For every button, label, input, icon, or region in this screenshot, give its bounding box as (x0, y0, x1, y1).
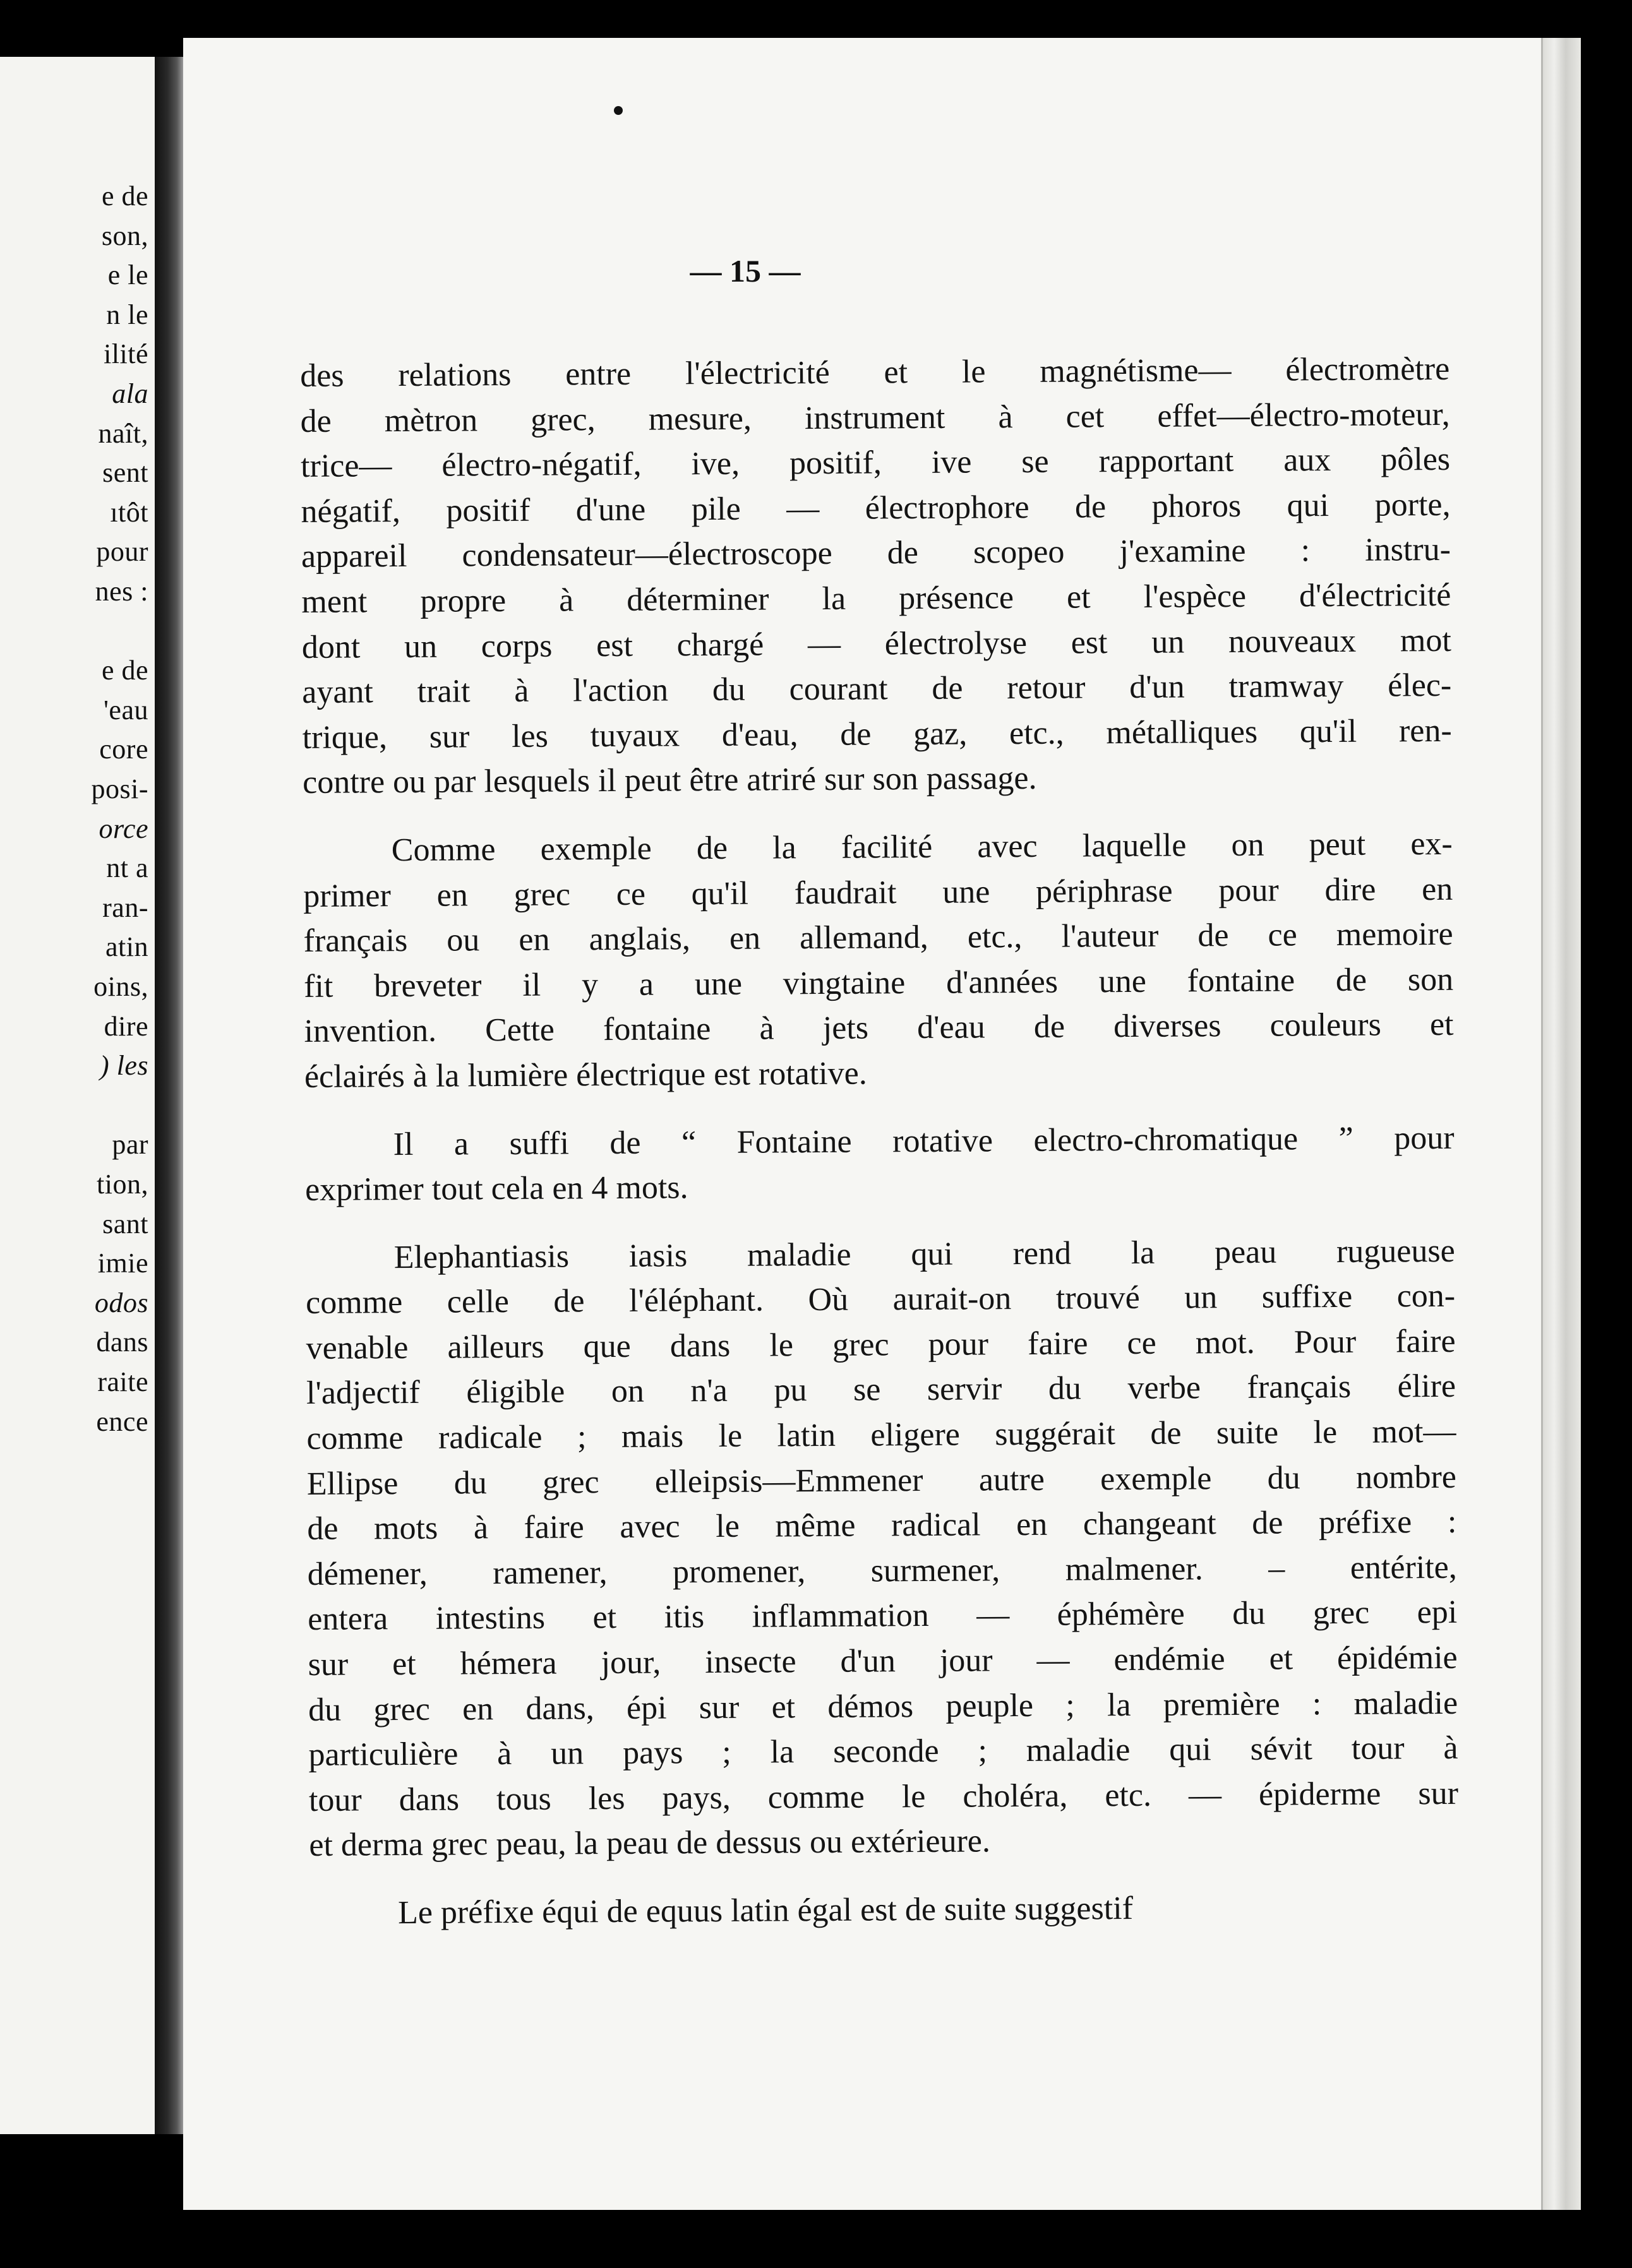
facing-page-line: ala (112, 378, 148, 409)
text-line: Il a suffi de “ Fontaine rotative electro-chromatique ” pour (393, 1119, 1455, 1162)
text-line: invention. Cette fontaine à jets d'eau de diverses couleurs et (304, 1006, 1454, 1050)
facing-page-line: sent (102, 457, 148, 489)
facing-page-line: oins, (93, 971, 148, 1002)
text-line: appareil condensateur—électroscope de scopeo j'examine : instru- (301, 532, 1451, 575)
body-text (300, 347, 1459, 1937)
facing-page-line: ran- (102, 892, 148, 923)
book-page (183, 38, 1541, 2210)
text-line: entera intestins et itis inflammation — éphémère du grec epi (308, 1594, 1458, 1638)
text-line: sur et hémera jour, insecte d'un jour — endémie et épidémie (308, 1639, 1458, 1683)
facing-page-line: tion, (97, 1169, 148, 1200)
facing-page-line: imie (97, 1248, 148, 1279)
facing-page-line: e de (101, 655, 148, 686)
text-line: dont un corps est chargé — électrolyse est un nouveaux mot (301, 622, 1451, 665)
facing-page-line: son, (101, 220, 148, 251)
facing-page-line: posi- (91, 773, 148, 804)
text-line: de mots à faire avec le même radical en changeant de préfixe : (307, 1504, 1457, 1548)
text-line: ayant trait à l'action du courant de retour d'un tramway élec- (302, 667, 1452, 711)
text-line: négatif, positif d'une pile — électrophore de phoros qui porte, (301, 486, 1451, 530)
book-gutter (155, 57, 186, 2134)
text-line: des relations entre l'électricité et le magnétisme— électromètre (300, 350, 1450, 394)
text-line: primer en grec ce qu'il faudrait une périphrase pour dire en (303, 871, 1453, 914)
text-line: fit breveter il y a une vingtaine d'années une fontaine de son (303, 961, 1454, 1005)
text-line: trice— électro-négatif, ive, positif, ive se rapportant aux pôles (300, 441, 1451, 485)
facing-page-line: odos (94, 1287, 148, 1318)
ink-dot (614, 106, 623, 115)
text-line: tour dans tous les pays, comme le choléra, etc. — épiderme sur (308, 1775, 1459, 1818)
text-line: l'adjectif éligible on n'a pu se servir du verbe français élire (306, 1368, 1456, 1412)
text-line: ment propre à déterminer la présence et l'espèce d'électricité (301, 576, 1451, 620)
facing-page-line: dire (104, 1010, 148, 1042)
text-line: Comme exemple de la facilité avec laquelle on peut ex- (391, 825, 1453, 869)
facing-page-fragment (0, 57, 155, 2134)
paragraph (300, 347, 1452, 806)
facing-page-line: ) les (99, 1050, 148, 1082)
facing-page-line: ence (96, 1406, 148, 1437)
paragraph (306, 1229, 1459, 1868)
text-line: Ellipse du grec elleipsis—Emmener autre exemple du nombre (306, 1459, 1457, 1502)
facing-page-line: par (112, 1129, 148, 1161)
facing-page-line: ilité (104, 338, 148, 370)
text-line: français ou en anglais, en allemand, etc., l'auteur de ce memoire (303, 916, 1453, 960)
text-line: Elephantiasis iasis maladie qui rend la peau rugueuse (393, 1232, 1455, 1275)
text-line: éclairés à la lumière électrique est rotative. (304, 1055, 867, 1095)
page-edges (1541, 38, 1581, 2210)
facing-page-line: 'eau (104, 694, 148, 725)
text-line: particulière à un pays ; la seconde ; maladie qui sévit tour à (308, 1730, 1458, 1774)
page-number: — 15 — (690, 253, 801, 289)
text-line: trique, sur les tuyaux d'eau, de gaz, etc., métalliques qu'il ren- (302, 712, 1452, 756)
text-line: Le préfixe équi de equus latin égal est de suite suggestif (397, 1890, 1134, 1931)
facing-page-line: e le (107, 260, 148, 291)
text-line: comme celle de l'éléphant. Où aurait-on trouvé un suffixe con- (306, 1278, 1456, 1322)
facing-page-line: pour (96, 536, 148, 568)
text-line: contre ou par lesquels il peut être atriré sur son passage. (302, 760, 1037, 801)
facing-page-line: nes : (95, 576, 148, 607)
paragraph (304, 1115, 1455, 1212)
paragraph (303, 821, 1455, 1100)
text-line: de mètron grec, mesure, instrument à cet effet—électro-moteur, (300, 396, 1450, 439)
facing-page-line: ıtôt (110, 496, 148, 528)
facing-page-line: n le (106, 299, 148, 330)
facing-page-line: sant (102, 1208, 148, 1239)
facing-page-line: e de (101, 181, 148, 212)
facing-page-line: core (99, 734, 148, 765)
facing-page-line: atin (105, 931, 148, 963)
text-line: exprimer tout cela en 4 mots. (304, 1169, 688, 1209)
text-line: du grec en dans, épi sur et démos peuple ; la première : maladie (308, 1685, 1458, 1728)
text-line: et derma grec peau, la peau de dessus ou extérieure. (309, 1823, 991, 1864)
facing-page-line: naît, (98, 417, 148, 449)
facing-page-line: dans (96, 1327, 148, 1358)
text-line: venable ailleurs que dans le grec pour faire ce mot. Pour faire (306, 1323, 1456, 1366)
facing-page-line: orce (99, 813, 148, 844)
facing-page-line: nt a (106, 852, 148, 884)
paragraph (309, 1884, 1459, 1937)
text-line: comme radicale ; mais le latin eligere suggérait de suite le mot— (306, 1413, 1456, 1457)
facing-page-line: raite (97, 1366, 148, 1397)
text-line: démener, ramener, promener, surmener, malmener. – entérite, (307, 1549, 1457, 1592)
